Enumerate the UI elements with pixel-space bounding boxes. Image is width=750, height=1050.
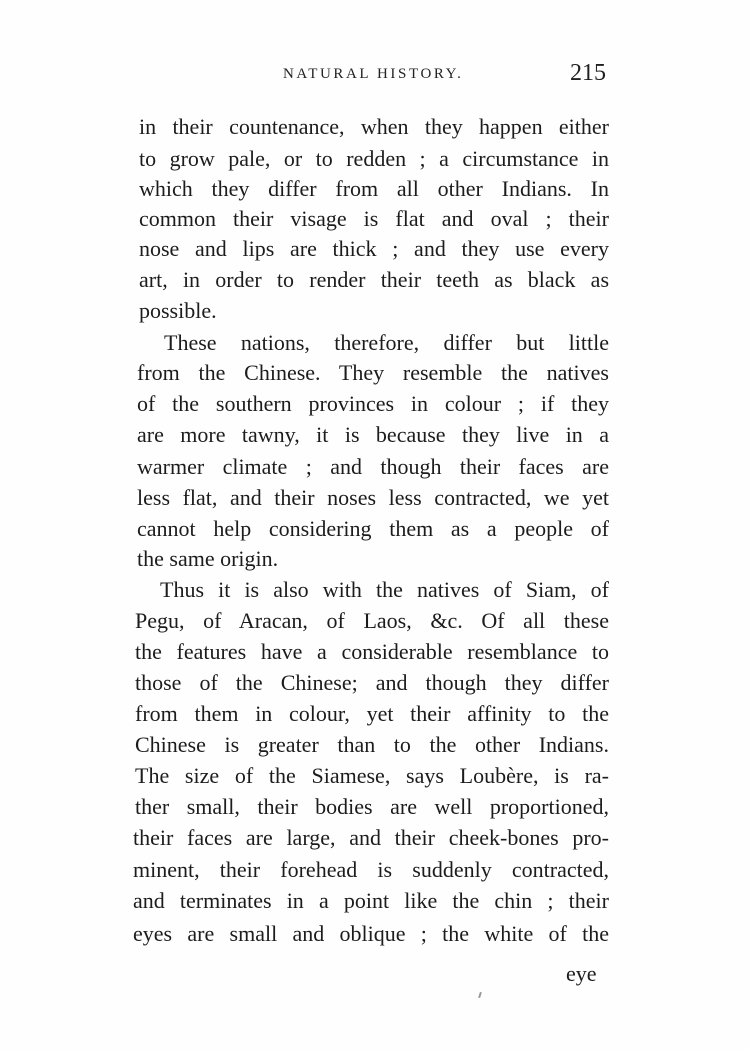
text-line: less flat, and their noses less contracted, we yet [137, 485, 609, 510]
text-line: in their countenance, when they happen either [139, 114, 609, 139]
text-line: of the southern provinces in colour ; if they [137, 391, 609, 416]
text-line: Chinese is greater than to the other Indians. [135, 732, 609, 757]
text-line: nose and lips are thick ; and they use every [139, 236, 609, 261]
text-line: from them in colour, yet their affinity to the [135, 701, 609, 726]
text-line: to grow pale, or to redden ; a circumstance in [139, 146, 609, 171]
text-line: those of the Chinese; and though they differ [135, 670, 609, 695]
text-line: which they differ from all other Indians. In [139, 176, 609, 201]
text-line: Pegu, of Aracan, of Laos, &c. Of all these [135, 608, 609, 633]
text-line: art, in order to render their teeth as black as [139, 267, 609, 292]
running-title: NATURAL HISTORY. [283, 66, 464, 82]
text-line: ther small, their bodies are well proportioned, [135, 794, 609, 819]
text-line: common their visage is flat and oval ; their [139, 206, 609, 231]
text-line: from the Chinese. They resemble the natives [137, 360, 609, 385]
text-line: cannot help considering them as a people of [137, 516, 609, 541]
text-line: These nations, therefore, differ but little [164, 330, 609, 355]
text-line: and terminates in a point like the chin ; their [133, 888, 609, 913]
text-line: minent, their forehead is suddenly contracted, [133, 857, 609, 882]
text-line: possible. [139, 298, 217, 323]
text-line: eyes are small and oblique ; the white of the [133, 921, 609, 946]
text-line: The size of the Siamese, says Loubère, is ra- [135, 763, 609, 788]
text-line: their faces are large, and their cheek-bones pro- [133, 825, 609, 850]
text-line: Thus it is also with the natives of Siam, of [160, 577, 609, 602]
text-line: the features have a considerable resemblance to [135, 639, 609, 664]
paper-speck [478, 992, 482, 998]
page-number: 215 [570, 60, 606, 86]
text-line: are more tawny, it is because they live in a [137, 422, 609, 447]
text-line: warmer climate ; and though their faces are [137, 454, 609, 479]
text-line: the same origin. [137, 546, 279, 571]
catchword: eye [566, 961, 597, 986]
